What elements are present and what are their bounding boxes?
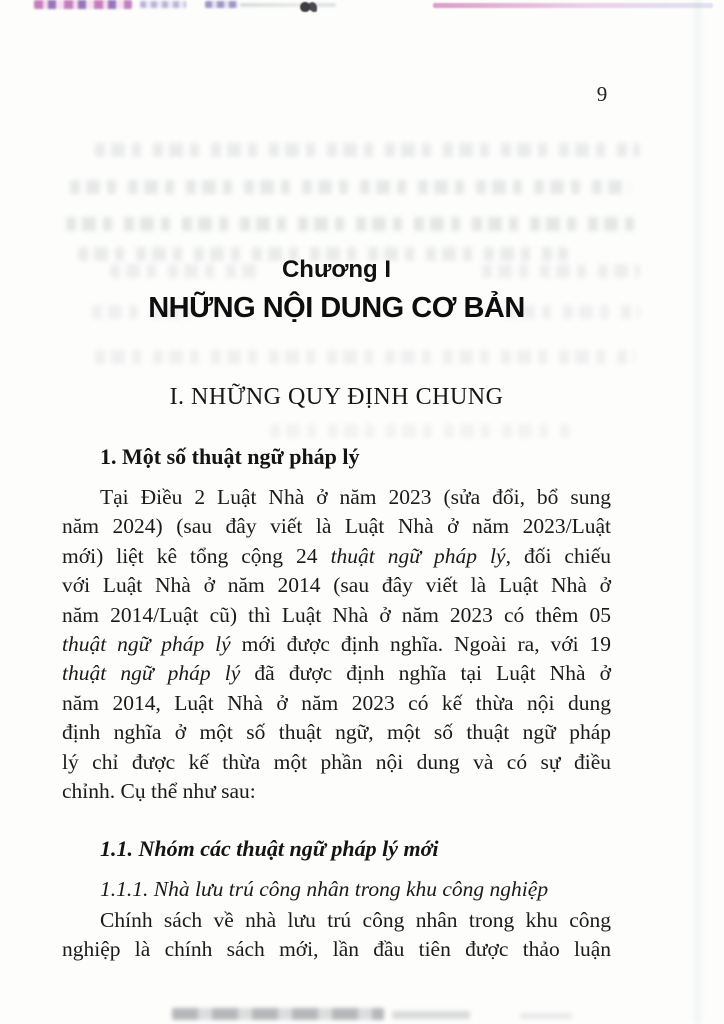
paragraph-line: [62, 630, 611, 659]
paragraph-line: [62, 777, 611, 806]
scan-artifact-ink-mark: [300, 1, 317, 12]
scan-artifact-pink-cluster: [34, 0, 132, 9]
scan-artifact-bottom-smudge: [172, 1008, 384, 1020]
text-segment: lý chỉ được kế thừa một phần nội dung và có sự điều: [62, 749, 611, 774]
text-segment: đã được định nghĩa tại Luật Nhà ở: [240, 661, 611, 686]
paragraph-line: [62, 689, 611, 718]
paragraph-line: [62, 659, 611, 688]
ghost-text-row: [95, 350, 635, 364]
paragraph-line: [62, 748, 611, 777]
text-segment: nghiệp là chính sách mới, lần đầu tiên được thảo luận: [62, 937, 611, 962]
subsection-heading: 1. Một số thuật ngữ pháp lý: [100, 444, 360, 469]
text-segment: năm 2014/Luật cũ) thì Luật Nhà ở năm 2023 có thêm 05: [62, 602, 611, 627]
paragraph-worker-housing: [62, 906, 611, 965]
scan-artifact-bottom-smudge: [520, 1013, 572, 1019]
ghost-text-row: [66, 217, 641, 231]
text-segment: , đối chiếu: [505, 543, 611, 568]
paragraph-line: [62, 906, 611, 935]
paragraph-line: [62, 601, 611, 630]
scan-artifact-gray-line: [240, 3, 336, 7]
ghost-text-row: [95, 143, 640, 157]
section-heading: I. NHỮNG QUY ĐỊNH CHUNG: [169, 384, 504, 410]
text-segment: Chính sách về nhà lưu trú công nhân trong khu công: [100, 908, 611, 932]
scan-artifact-bottom-smudge: [392, 1011, 470, 1019]
text-segment: thuật ngữ pháp lý: [62, 632, 231, 657]
text-segment: định nghĩa ở một số thuật ngữ, một số thuật ngữ pháp: [62, 720, 611, 745]
text-segment: năm 2024) (sau đây viết là Luật Nhà ở năm 2023/Luật: [62, 514, 611, 539]
paragraph-line: [62, 935, 611, 964]
heading-1-1-1-worker-housing: 1.1.1. Nhà lưu trú công nhân trong khu công nghiệp: [100, 877, 549, 901]
chapter-title: NHỮNG NỘI DUNG CƠ BẢN: [148, 292, 525, 324]
text-segment: mới) liệt kê tổng cộng 24: [62, 543, 331, 568]
paragraph-line: [62, 542, 611, 571]
chapter-label: Chương I: [281, 256, 392, 283]
ghost-text-row: [70, 180, 630, 194]
scan-artifact-purple-cluster: [205, 1, 238, 8]
text-segment: thuật ngữ pháp lý: [330, 543, 506, 568]
text-segment: năm 2014, Luật Nhà ở năm 2023 có kế thừa nội dung: [62, 690, 611, 715]
text-segment: chỉnh. Cụ thể như sau:: [62, 779, 256, 804]
paragraph-legal-terms-overview: [62, 483, 611, 806]
scan-artifact-right-strip: [694, 0, 701, 1024]
page-number: 9: [596, 82, 608, 106]
ghost-text-row: [270, 424, 570, 438]
scan-artifact-pink-line: [433, 3, 713, 8]
text-segment: thuật ngữ pháp lý: [62, 661, 241, 686]
text-segment: với Luật Nhà ở năm 2014 (sau đây viết là Luật Nhà ở: [62, 573, 611, 598]
paragraph-line: [62, 718, 611, 747]
text-segment: Tại Điều 2 Luật Nhà ở năm 2023 (sửa đổi, bổ sung: [100, 485, 611, 509]
text-segment: mới được định nghĩa. Ngoài ra, với 19: [230, 632, 611, 657]
paragraph-line: [62, 512, 611, 541]
paragraph-line: [62, 571, 611, 600]
scan-artifact-purple-marks: [140, 1, 186, 8]
paragraph-line: [62, 483, 611, 512]
heading-1-1-new-terms: 1.1. Nhóm các thuật ngữ pháp lý mới: [100, 836, 439, 861]
